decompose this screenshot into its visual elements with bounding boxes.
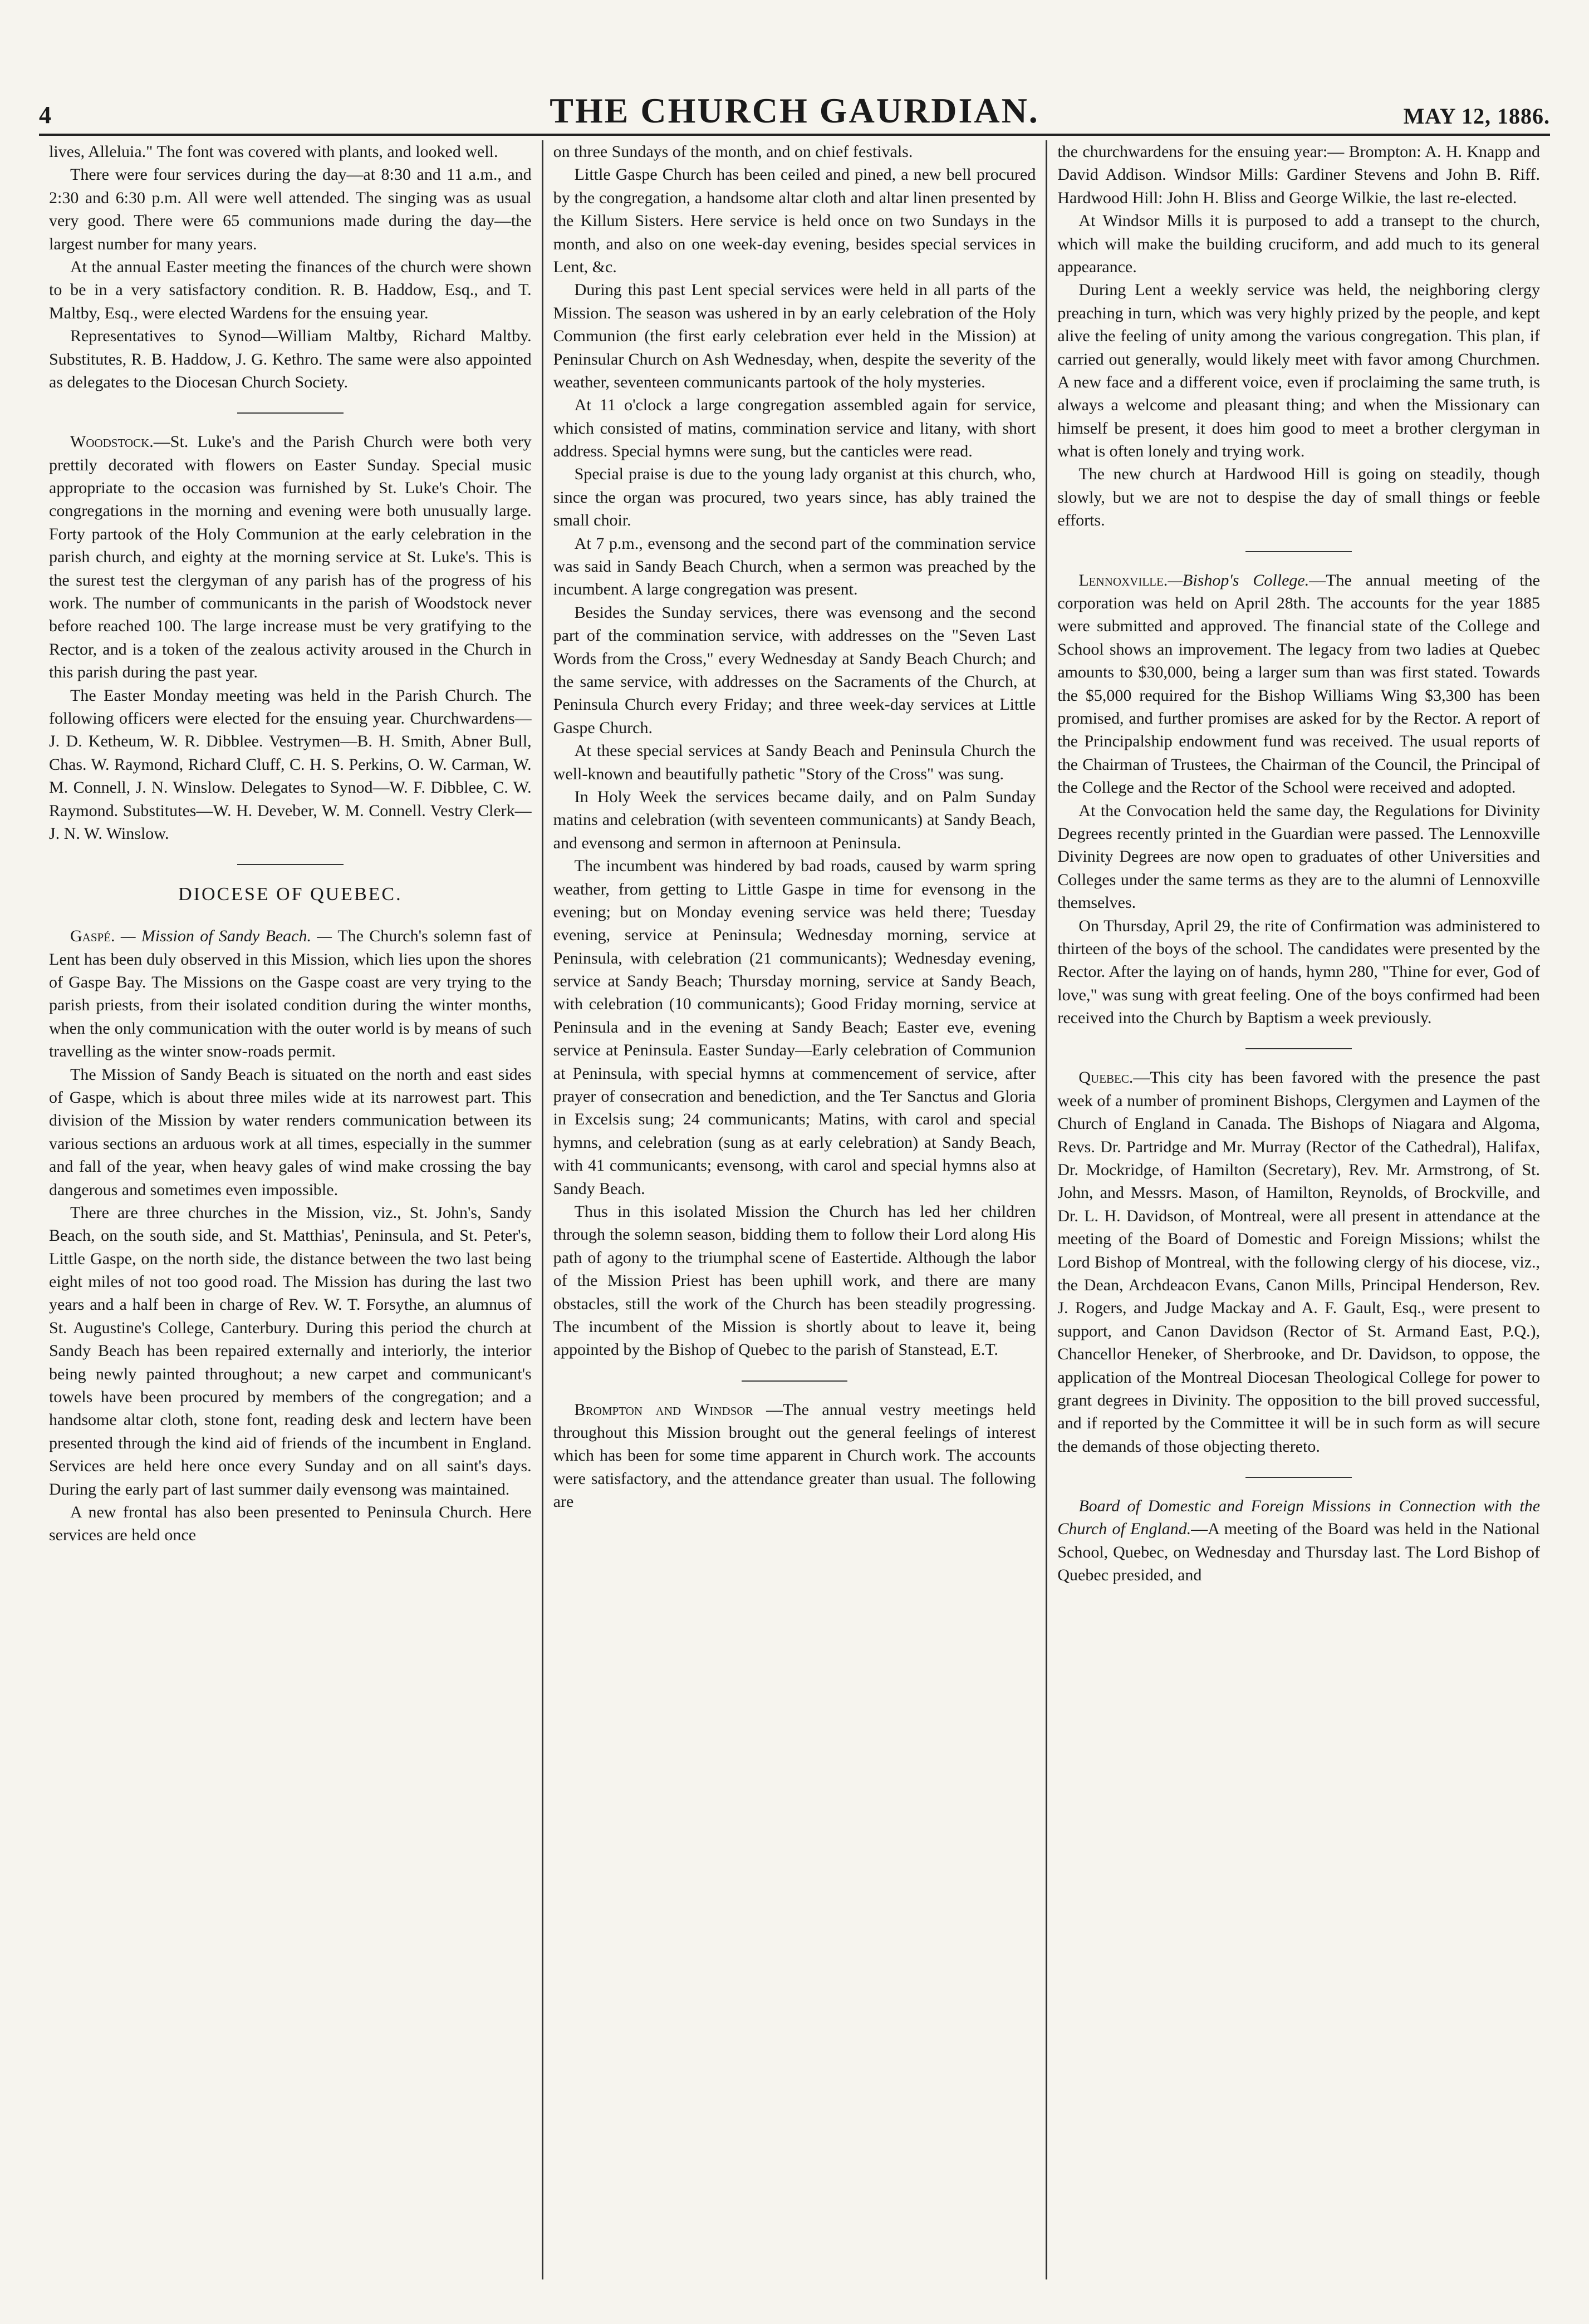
article-subtitle: —Bishop's College. (1168, 571, 1310, 589)
paragraph-text: —The annual meeting of the corporation was held on April 28th. The accounts for the year 1885 were submitted and approved. The financial state of the College and School shows an improvement. The legacy from two ladies at Quebec amounts to $30,000, being a larger sum than was first stated. Towards the $5,000 required for the Bishop Williams Wing $3,300 has been promised, and further promises are asked for by the Rector. A report of the Principalship endowment fund was received. The usual reports of the Chairman of Trustees, the Chairman of the Council, the Principal of the College and the Rector of the School were received and adopted. (1057, 571, 1541, 797)
paragraph: The Mission of Sandy Beach is situated on the north and east sides of Gaspe, which is about three miles wide at its narrowest part. This division of the Mission by water renders communication between its various sections an arduous work at all times, especially in the summer and fall of the year, when heavy gales of wind make crossing the bay dangerous and sometimes even impossible. (49, 1065, 532, 1199)
paragraph: In Holy Week the services became daily, and on Palm Sunday matins and celebration (with seventeen communicants) at Sandy Beach, and evensong and sermon in afternoon at Peninsula. (553, 787, 1036, 852)
section-divider (1245, 1048, 1352, 1049)
paragraph-text: —A meeting of the Board was held in the National School, Quebec, on Wednesday and Thursday last. The Lord Bishop of Quebec presided, and (1057, 1520, 1541, 1585)
paragraph (553, 1398, 1036, 1514)
paragraph: At the annual Easter meeting the finances of the church were shown to be in a very satisfactory condition. R. B. Haddow, Esq., and T. Maltby, Esq., were elected Wardens for the ensuing year. (49, 257, 532, 322)
article-columns (39, 140, 1550, 2279)
dateline-lennoxville: Lennoxville. (1078, 571, 1168, 589)
paragraph: Besides the Sunday services, there was evensong and the second part of the commination service, with addresses on the "Seven Last Words from the Cross," every Wednesday at Sandy Beach Church; and the same service, with addresses on the Sacraments of the Church, at Peninsula Church every Friday; and three week-day services at Little Gaspe Church. (553, 603, 1036, 737)
paragraph: There are three churches in the Mission, viz., St. John's, Sandy Beach, on the south side, and St. Matthias', Peninsula, and St. Peter's, Little Gaspe, on the north side, the distance between the two last being eight miles of not too good road. The Mission has during the last two years and a half been in charge of Rev. W. T. Forsythe, an alumnus of St. Augustine's College, Canterbury. During this period the church at Sandy Beach has been repaired externally and interiorly, the interior being newly painted throughout; a new carpet and communicant's towels have been procured by members of the congregation; and a handsome altar cloth, stone font, reading desk and lectern have been presented through the kind aid of friends of the incumbent in England. Services are held here once every Sunday and on all saint's days. During the early part of last summer daily evensong was maintained. (49, 1203, 532, 1498)
section-divider (237, 412, 344, 414)
paragraph: The Easter Monday meeting was held in the Parish Church. The following officers were elected for the ensuing year. Churchwardens—J. D. Ketheum, W. R. Dibblee. Vestrymen—B. H. Smith, Abner Bull, Chas. W. Raymond, Richard Cluff, C. H. S. Perkins, O. W. Carman, W. M. Connell, J. N. Winslow. Delegates to Synod—W. F. Dibblee, C. W. Raymond. Substitutes—W. H. Deveber, W. M. Connell. Vestry Clerk—J. N. W. Winslow. (49, 686, 532, 843)
paragraph: the churchwardens for the ensuing year:— Brompton: A. H. Knapp and David Addison. Windsor Mills: Gardiner Stevens and John B. Riff. Hardwood Hill: John H. Bliss and George Wilkie, the last re-elected. (1057, 143, 1541, 207)
paragraph: A new frontal has also been presented to Peninsula Church. Here services are held once (49, 1503, 532, 1545)
paragraph-text: The Church's solemn fast of Lent has been duly observed in this Mission, which lies upon the shores of Gaspe Bay. The Missions on the Gaspe coast are very trying to the parish priests, from their isolated condition during the winter months, when the only communication with the outer world is by means of such travelling as the winter snow-roads permit. (49, 927, 532, 1061)
column-1 (39, 140, 542, 2279)
section-divider (742, 1380, 848, 1382)
paragraph: The new church at Hardwood Hill is going on steadily, though slowly, but we are not to despise the day of small things or feeble efforts. (1057, 465, 1541, 530)
paragraph: On Thursday, April 29, the rite of Confirmation was administered to thirteen of the boys of the school. The candidates were presented by the Rector. After the laying on of hands, hymn 280, "Thine for ever, God of love," was sung with great feeling. One of the boys confirmed had been received into the Church by Baptism a week previously. (1057, 916, 1541, 1028)
masthead (39, 89, 1550, 136)
dateline-brompton: Brompton and Windsor (574, 1400, 753, 1419)
column-2 (542, 140, 1046, 2279)
dateline-woodstock: Woodstock. (70, 433, 154, 451)
dateline-gaspe: Gaspé. (70, 927, 115, 946)
paragraph: on three Sundays of the month, and on chief festivals. (553, 143, 913, 161)
page-number: 4 (39, 101, 51, 129)
section-divider (237, 864, 344, 865)
section-divider (1245, 551, 1352, 552)
paragraph: The incumbent was hindered by bad roads, caused by warm spring weather, from getting to Little Gaspe in time for evensong in the evening; but on Monday evening service was held there; Tuesday evening, service at Peninsula; Wednesday morning, service at Peninsula, with celebration (21 communicants); Wednesday evening, service at Sandy Beach; Thursday morning, service at Sandy Beach, with celebration (10 communicants); Good Friday morning, service at Peninsula and in the evening at Sandy Beach; Easter eve, evening service at Peninsula. Easter Sunday—Early celebration of Communion at Peninsula, with special hymns at commencement of service, after prayer of consecration and benediction, and the Ter Sanctus and Gloria in Excelsis sung; 24 communicants; Matins, with carol and special hymns, and celebration (sung as at early celebration) at Sandy Beach, with 41 communicants; evensong, with carol and special hymns also at Sandy Beach. (553, 857, 1036, 1198)
paragraph: Representatives to Synod—William Maltby, Richard Maltby. Substitutes, R. B. Haddow, J. G. Kethro. The same were also appointed as delegates to the Diocesan Church Society. (49, 327, 532, 391)
paragraph: At Windsor Mills it is purposed to add a transept to the church, which will make the building cruciform, and add much to its general appearance. (1057, 212, 1541, 276)
dateline-quebec: Quebec. (1078, 1068, 1134, 1087)
paragraph: lives, Alleluia." The font was covered with plants, and looked well. (49, 143, 498, 161)
paragraph: During this past Lent special services were held in all parts of the Mission. The season was ushered in by an early celebration of the Holy Communion (the first early celebration ever held in the Mission) at Peninsular Church on Ash Wednesday, when, despite the severity of the weather, seventeen communicants partook of the holy mysteries. (553, 281, 1036, 391)
paragraph: Special praise is due to the young lady organist at this church, who, since the organ was procured, two years since, has ably trained the small choir. (553, 465, 1036, 530)
issue-date: MAY 12, 1886. (1403, 104, 1550, 129)
paragraph: At 11 o'clock a large congregation assembled again for service, which consisted of matins, commination service and litany, with short address. Special hymns were sung, but the canticles were read. (553, 396, 1036, 461)
paragraph: Thus in this isolated Mission the Church has led her children through the solemn season, bidding them to follow their Lord along His path of agony to the triumphal scene of Eastertide. Although the labor of the Mission Priest has been uphill work, and there are many obstacles, still the work of the Church has been steadily progressing. The incumbent of the Mission is shortly about to leave it, being appointed by the Bishop of Quebec to the parish of Stanstead, E.T. (553, 1202, 1036, 1359)
section-heading: DIOCESE OF QUEBEC. (178, 884, 403, 905)
newspaper-title: THE CHURCH GAURDIAN. (550, 91, 1039, 130)
paragraph: At these special services at Sandy Beach and Peninsula Church the well-known and beautifully pathetic "Story of the Cross" was sung. (553, 741, 1036, 783)
paragraph (49, 430, 532, 684)
paragraph: At 7 p.m., evensong and the second part of the commination service was said in Sandy Beach Church, when a sermon was preached by the incumbent. A large congregation was present. (553, 534, 1036, 599)
paragraph: At the Convocation held the same day, the Regulations for Divinity Degrees recently printed in the Guardian were passed. The Lennoxville Divinity Degrees are now open to graduates of other Universities and Colleges under the same terms as they are to the alumni of Lennoxville themselves. (1057, 801, 1541, 912)
paragraph (49, 925, 532, 1063)
paragraph-text: —This city has been favored with the presence the past week of a number of prominent Bishops, Clergymen and Laymen of the Church of England in Canada. The Bishops of Niagara and Algoma, Revs. Dr. Partridge and Mr. Murray (Rector of the Cathedral), Halifax, Dr. Mockridge, of Hamilton (Secretary), Rev. Mr. Armstrong, of St. John, and Messrs. Mason, of Hamilton, Reynolds, of Brockville, and Dr. L. H. Davidson, of Montreal, were all present in attendance at the meeting of the Board of Domestic and Foreign Missions; whilst the Lord Bishop of Montreal, with the following clergy of his diocese, viz., the Dean, Archdeacon Evans, Canon Mills, Principal Henderson, Rev. J. Rogers, and Judge Mackay and A. F. Gault, Esq., were present to support, and Canon Davidson (Rector of St. Armand East, P.Q.), Chancellor Heneker, of Sherbrooke, and Dr. Davidson, to oppose, the application of the Montreal Diocesan Theological College for power to grant degrees in Divinity. The opposition to the bill proved successful, and if reported by the Committee it will be in such form as will secure the demands of those objecting thereto. (1057, 1068, 1541, 1456)
column-3 (1046, 140, 1550, 2279)
paragraph: There were four services during the day—at 8:30 and 11 a.m., and 2:30 and 6:30 p.m. All were well attended. The singing was as usual very good. There were 65 communions made during the day—the largest number for many years. (49, 165, 532, 253)
paragraph-text: —St. Luke's and the Parish Church were both very prettily decorated with flowers on Easter Sunday. Special music appropriate to the occasion was furnished by St. Luke's Choir. The congregations in the morning and evening were both unusually large. Forty partook of the Holy Communion at the early celebration in the parish church, and eighty at the morning service at St. Luke's. This is the surest test the clergyman of any parish has of the progress of his work. The number of communicants in the parish of Woodstock never before reached 100. The large increase must be very gratifying to the Rector, and is a token of the zealous activity aroused in the Church in this parish during the past year. (49, 433, 532, 682)
paragraph (1057, 1066, 1540, 1458)
section-divider (1245, 1477, 1352, 1478)
paragraph (1057, 1495, 1540, 1587)
article-subtitle: Board of Domestic and Foreign Missions in Connection with the Church of England. (1057, 1497, 1541, 1539)
paragraph: During Lent a weekly service was held, the neighboring clergy preaching in turn, which was very highly prized by the people, and kept alive the feeling of unity among the various congregation. This plan, if carried out generally, would likely meet with favor among Churchmen. A new face and a different voice, even if proclaiming the same truth, is always a welcome and pleasant thing; and when the Missionary can himself be present, it does him good to meet a brother clergyman in what is often lonely and trying work. (1057, 281, 1541, 461)
paragraph (1057, 569, 1540, 799)
paragraph-text: —The annual vestry meetings held throughout this Mission brought out the general feelings of interest which has been for some time apparent in Church work. The accounts were satisfactory, and the attendance greater than usual. The following are (553, 1400, 1036, 1511)
paragraph: Little Gaspe Church has been ceiled and pined, a new bell procured by the congregation, a handsome altar cloth and altar linen presented by the Killum Sisters. Here service is held once on two Sundays in the month, and also on one week-day evening, besides special services in Lent, &c. (553, 165, 1036, 276)
article-subtitle: — Mission of Sandy Beach. — (115, 927, 338, 946)
